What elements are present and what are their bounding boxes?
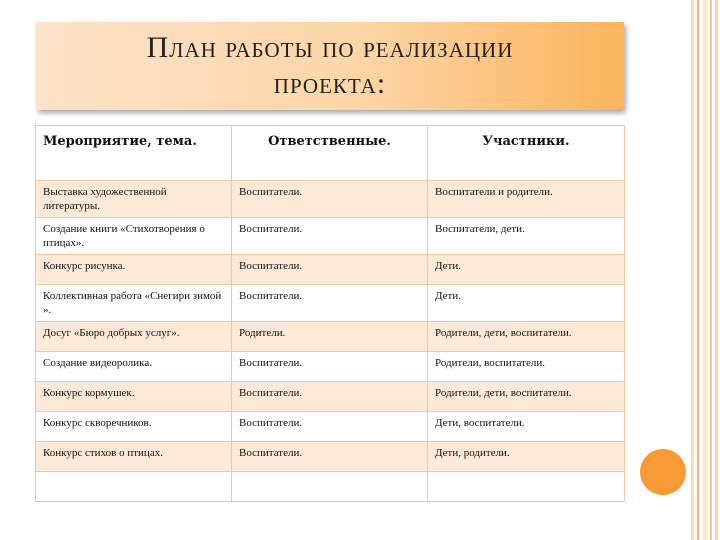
decor-stripe — [710, 0, 712, 540]
cell-participants: Дети. — [428, 285, 625, 322]
cell-responsible: Воспитатели. — [232, 352, 428, 382]
title-banner — [36, 22, 624, 110]
cell-event: Конкурс кормушек. — [36, 382, 232, 412]
table-row — [36, 255, 625, 285]
cell-event: Выставка художественной литературы. — [36, 181, 232, 218]
table-row — [36, 322, 625, 352]
table-row — [36, 181, 625, 218]
cell-participants: Дети, родители. — [428, 442, 625, 472]
cell-responsible: Воспитатели. — [232, 285, 428, 322]
decor-stripe — [703, 0, 707, 540]
cell-responsible: Воспитатели. — [232, 412, 428, 442]
table-row — [36, 218, 625, 255]
cell-event: Коллективная работа «Снегири зимой ». — [36, 285, 232, 322]
cell-responsible: Воспитатели. — [232, 442, 428, 472]
cell-event: Создание видеоролика. — [36, 352, 232, 382]
cell-responsible: Воспитатели. — [232, 181, 428, 218]
cell-participants: Воспитатели, дети. — [428, 218, 625, 255]
cell-participants: Родители, воспитатели. — [428, 352, 625, 382]
slide-title: План работы по реализации проекта: — [146, 31, 514, 100]
table-row — [36, 382, 625, 412]
plan-table — [35, 125, 625, 502]
cell-participants: Родители, дети, воспитатели. — [428, 382, 625, 412]
decor-circle — [640, 449, 686, 495]
table-row — [36, 352, 625, 382]
table-row — [36, 442, 625, 472]
cell-event: Конкурс скворечников. — [36, 412, 232, 442]
decor-stripe — [697, 0, 699, 540]
cell-participants: Дети. — [428, 255, 625, 285]
cell-event: Создание книги «Стихотворения о птицах». — [36, 218, 232, 255]
header-participants: Участники. — [428, 126, 625, 181]
cell-participants: Дети, воспитатели. — [428, 412, 625, 442]
decor-stripe — [691, 0, 694, 540]
cell-responsible: Воспитатели. — [232, 382, 428, 412]
cell-event: Досуг «Бюро добрых услуг». — [36, 322, 232, 352]
cell-participants: Родители, дети, воспитатели. — [428, 322, 625, 352]
cell-event: Конкурс стихов о птицах. — [36, 442, 232, 472]
table-row — [36, 412, 625, 442]
header-event: Мероприятие, тема. — [36, 126, 232, 181]
header-responsible: Ответственные. — [232, 126, 428, 181]
table-row-empty — [36, 472, 625, 502]
table-header-row — [36, 126, 625, 181]
cell-event: Конкурс рисунка. — [36, 255, 232, 285]
cell-event — [36, 472, 232, 502]
cell-participants: Воспитатели и родители. — [428, 181, 625, 218]
decor-stripe — [715, 0, 718, 540]
table-row — [36, 285, 625, 322]
cell-responsible: Родители. — [232, 322, 428, 352]
cell-responsible — [232, 472, 428, 502]
cell-responsible: Воспитатели. — [232, 255, 428, 285]
cell-responsible: Воспитатели. — [232, 218, 428, 255]
cell-participants — [428, 472, 625, 502]
